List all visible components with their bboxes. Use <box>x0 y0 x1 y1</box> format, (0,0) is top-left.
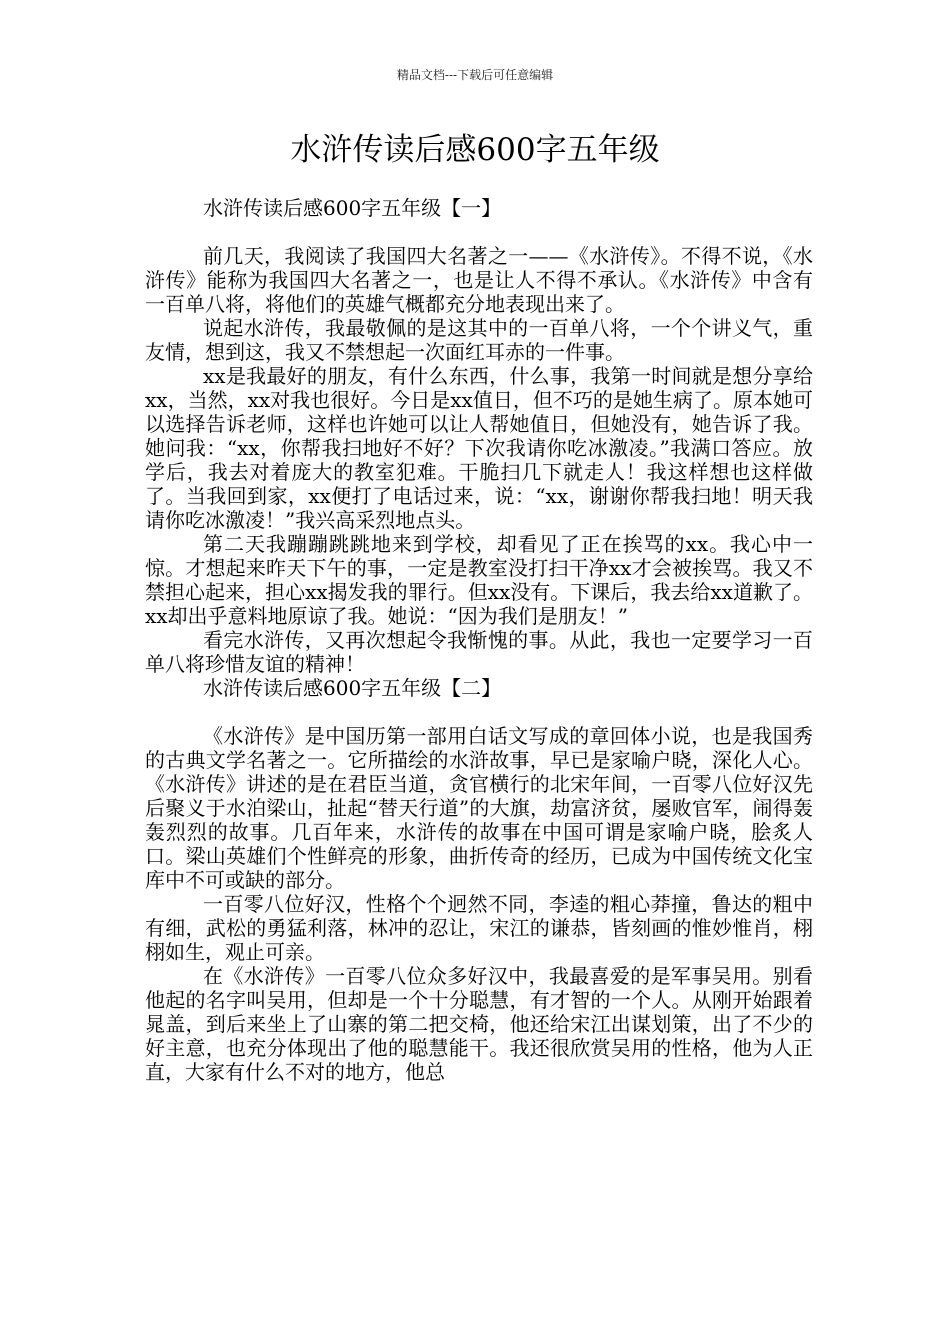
blank-line <box>145 700 813 724</box>
document-title: 水浒传读后感600字五年级 <box>290 132 660 168</box>
paragraph: xx是我最好的朋友，有什么东西，什么事，我第一时间就是想分享给xx，当然，xx对我也很好。今日是xx值日，但不巧的是她生病了。原本她可以选择告诉老师，这样也许她可以让人帮她值日，但她没有，她告诉了我。她问我：“xx，你帮我扫地好不好？下次我请你吃冰激凌。”我满口答应。放学后，我去对着庞大的教室犯难。干脆扫几下就走人！我这样想也这样做了。当我回到家，xx便打了电话过来，说：“xx，谢谢你帮我扫地！明天我请你吃冰激凌！”我兴高采烈地点头。 <box>145 364 813 532</box>
paragraph: 说起水浒传，我最敬佩的是这其中的一百单八将，一个个讲义气，重友情，想到这，我又不禁想起一次面红耳赤的一件事。 <box>145 316 813 364</box>
blank-line <box>145 220 813 244</box>
section-heading: 水浒传读后感600字五年级【一】 <box>203 196 502 220</box>
paragraph: 《水浒传》是中国历第一部用白话文写成的章回体小说，也是我国秀的古典文学名著之一。它所描绘的水浒故事，早已是家喻户晓，深化人心。《水浒传》讲述的是在君臣当道，贪官横行的北宋年间，一百零八位好汉先后聚义于水泊梁山，扯起“替天行道”的大旗，劫富济贫，屡败官军，闹得轰轰烈烈的故事。几百年来，水浒传的故事在中国可谓是家喻户晓，脍炙人口。梁山英雄们个性鲜亮的形象，曲折传奇的经历，已成为中国传统文化宝库中不可或缺的部分。 <box>145 724 813 892</box>
paragraph: 第二天我蹦蹦跳跳地来到学校，却看见了正在挨骂的xx。我心中一惊。才想起来昨天下午的事，一定是教室没打扫干净xx才会被挨骂。我又不禁担心起来，担心xx揭发我的罪行。但xx没有。下课后，我去给xx道歉了。xx却出乎意料地原谅了我。她说：“因为我们是朋友！” <box>145 532 813 628</box>
page-header: 精品文档---下载后可任意编辑 <box>396 68 554 82</box>
section-heading: 水浒传读后感600字五年级【二】 <box>203 676 502 700</box>
paragraph: 在《水浒传》一百零八位众多好汉中，我最喜爱的是军事吴用。别看他起的名字叫吴用，但却是一个十分聪慧，有才智的一个人。从刚开始跟着晁盖，到后来坐上了山寨的第二把交椅，他还给宋江出谋划策，出了不少的好主意，也充分体现出了他的聪慧能干。我还很欣赏吴用的性格，他为人正直，大家有什么不对的地方，他总 <box>145 964 813 1084</box>
document-body <box>145 196 813 1084</box>
paragraph: 一百零八位好汉，性格个个迥然不同，李逵的粗心莽撞，鲁达的粗中有细，武松的勇猛利落，林冲的忍让，宋江的谦恭，皆刻画的惟妙惟肖，栩栩如生，观止可亲。 <box>145 892 813 964</box>
paragraph: 前几天，我阅读了我国四大名著之一——《水浒传》。不得不说，《水浒传》能称为我国四大名著之一，也是让人不得不承认。《水浒传》中含有一百单八将，将他们的英雄气概都充分地表现出来了。 <box>145 244 813 316</box>
paragraph: 看完水浒传，又再次想起令我惭愧的事。从此，我也一定要学习一百单八将珍惜友谊的精神！ <box>145 628 813 676</box>
